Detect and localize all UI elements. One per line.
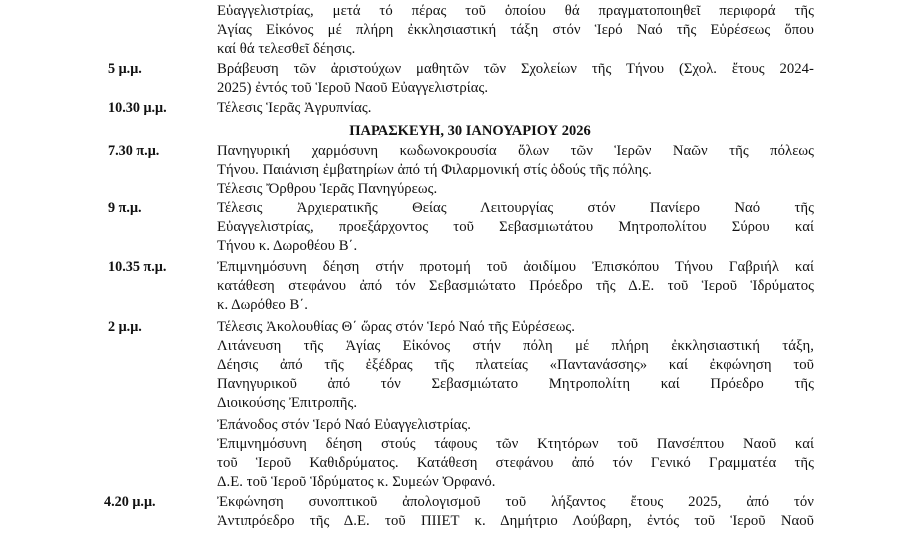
entry-6-line-5: Ἐπάνοδος στόν Ἱερό Ναό Εὐαγγελιστρίας. xyxy=(217,417,471,433)
entry-7-line-0: Ἐκφώνηση συνοπτικοῦ ἀπολογισμοῦ τοῦ λήξαντος ἔτους 2025, ἀπό τόν xyxy=(217,494,814,510)
entry-0-line-2: καί θά τελεσθεῖ δέησις. xyxy=(217,41,356,57)
entry-4-line-2: Τήνου κ. Δωροθέου Β΄. xyxy=(217,238,358,254)
day-heading: ΠΑΡΑΣΚΕΥΗ, 30 ΙΑΝΟΥΑΡΙΟΥ 2026 xyxy=(349,123,591,139)
entry-4-line-0: Τέλεσις Ἀρχιερατικῆς Θείας Λειτουργίας στόν Πανίερο Ναό τῆς xyxy=(217,200,814,216)
entry-5-line-1: κατάθεση στεφάνου ἀπό τόν Σεβασμιώτατο Πρόεδρο τῆς Δ.Ε. τοῦ Ἱεροῦ Ἱδρύματος xyxy=(217,278,814,294)
entry-5-time: 10.35 π.μ. xyxy=(108,259,167,275)
entry-0-line-0: Εὐαγγελιστρίας, μετά τό πέρας τοῦ ὁποίου θά πραγματοποιηθεῖ περιφορά τῆς xyxy=(217,3,814,19)
entry-1-time: 5 μ.μ. xyxy=(108,61,142,77)
entry-6-line-0: Τέλεσις Ἀκολουθίας Θ΄ ὥρας στόν Ἱερό Ναό τῆς Εὑρέσεως. xyxy=(217,319,576,335)
entry-7-line-1: Ἀντιπρόεδρο τῆς Δ.Ε. τοῦ ΠΙΙΕΤ κ. Δημήτριο Λούβαρη, ἐντός τοῦ Ἱεροῦ Ναοῦ xyxy=(217,513,814,529)
entry-5-line-0: Ἐπιμνημόσυνη δέηση στήν προτομή τοῦ ἀοιδίμου Ἐπισκόπου Τήνου Γαβριήλ καί xyxy=(217,259,814,275)
entry-0-line-1: Ἁγίας Εἰκόνος μέ πλήρη ἐκκλησιαστική τάξη στόν Ἱερό Ναό τῆς Εὑρέσεως ὅπου xyxy=(217,22,814,38)
entry-7-time: 4.20 μ.μ. xyxy=(104,494,156,510)
entry-6-line-2: Δέησις ἀπό τῆς ἐξέδρας τῆς πλατείας «Παντανάσσης» καί ἐκφώνηση τοῦ xyxy=(217,357,814,373)
entry-3-line-1: Τήνου. Παιάνιση ἐμβατηρίων ἀπό τή Φιλαρμονική στίς ὁδούς τῆς πόλης. xyxy=(217,162,652,178)
entry-1-line-0: Βράβευση τῶν ἀριστούχων μαθητῶν τῶν Σχολείων τῆς Τήνου (Σχολ. ἔτους 2024- xyxy=(217,61,814,77)
entry-5-line-2: κ. Δωρόθεο Β΄. xyxy=(217,297,308,313)
entry-6-line-3: Πανηγυρικοῦ ἀπό τόν Σεβασμιώτατο Μητροπολίτη καί Πρόεδρο τῆς xyxy=(217,376,814,392)
entry-3-time: 7.30 π.μ. xyxy=(108,143,160,159)
entry-6-time: 2 μ.μ. xyxy=(108,319,142,335)
entry-4-line-1: Εὐαγγελιστρίας, προεξάρχοντος τοῦ Σεβασμιωτάτου Μητροπολίτου Σύρου καί xyxy=(217,219,814,235)
entry-6-line-6: Ἐπιμνημόσυνη δέηση στούς τάφους τῶν Κτητόρων τοῦ Πανσέπτου Ναοῦ καί xyxy=(217,436,814,452)
entry-1-line-1: 2025) ἐντός τοῦ Ἱεροῦ Ναοῦ Εὐαγγελιστρίας. xyxy=(217,80,489,96)
entry-2-line-0: Τέλεσις Ἱερᾶς Ἀγρυπνίας. xyxy=(217,100,372,116)
entry-3-line-2: Τέλεσις Ὄρθρου Ἱερᾶς Πανηγύρεως. xyxy=(217,181,438,197)
entry-6-line-8: Δ.Ε. τοῦ Ἱεροῦ Ἱδρύματος κ. Συμεών Ὀρφανό. xyxy=(217,474,496,490)
entry-6-line-1: Λιτάνευση τῆς Ἁγίας Εἰκόνος στήν πόλη μέ πλήρη ἐκκλησιαστική τάξη, xyxy=(217,338,814,354)
entry-6-line-4: Διοικούσης Ἐπιτροπῆς. xyxy=(217,395,358,411)
entry-4-time: 9 π.μ. xyxy=(108,200,142,216)
entry-2-time: 10.30 μ.μ. xyxy=(108,100,167,116)
entry-3-line-0: Πανηγυρική χαρμόσυνη κωδωνοκρουσία ὅλων τῶν Ἱερῶν Ναῶν τῆς πόλεως xyxy=(217,143,814,159)
entry-6-line-7: τοῦ Ἱεροῦ Καθιδρύματος. Κατάθεση στεφάνου ἀπό τόν Γενικό Γραμματέα τῆς xyxy=(217,455,814,471)
